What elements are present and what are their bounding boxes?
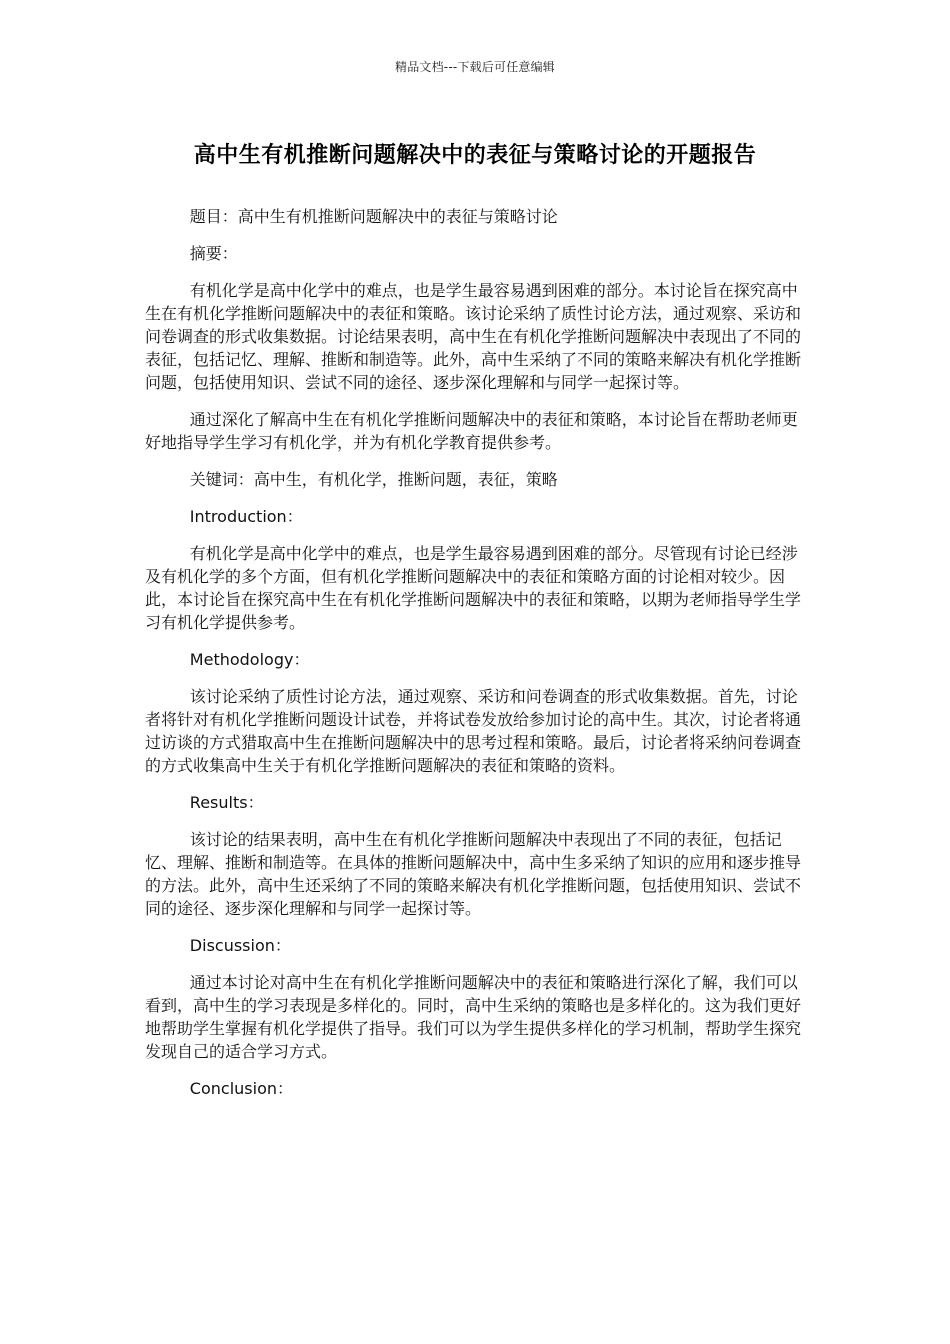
discussion-heading: Discussion： [189, 936, 291, 955]
introduction-paragraph: 有机化学是高中化学中的难点，也是学生最容易遇到困难的部分。尽管现有讨论已经涉及有机化学的多个方面，但有机化学推断问题解决中的表征和策略方面的讨论相对较少。因此，本讨论旨在探究高中生在有机化学推断问题解决中的表征和策略，以期为老师指导学生学习有机化学提供参考。 [145, 544, 802, 632]
keywords-line: 关键词：高中生，有机化学，推断问题，表征，策略 [189, 470, 558, 489]
results-paragraph: 该讨论的结果表明，高中生在有机化学推断问题解决中表现出了不同的表征，包括记忆、理解、推断和制造等。在具体的推断问题解决中，高中生多采纳了知识的应用和逐步推导的方法。此外，高中生还采纳了不同的策略来解决有机化学推断问题，包括使用知识、尝试不同的途径、逐步深化理解和与同学一起探讨等。 [145, 830, 802, 918]
abstract-paragraph-1: 有机化学是高中化学中的难点，也是学生最容易遇到困难的部分。本讨论旨在探究高中生在有机化学推断问题解决中的表征和策略。该讨论采纳了质性讨论方法，通过观察、采访和问卷调查的形式收集数据。讨论结果表明，高中生在有机化学推断问题解决中表现出了不同的表征，包括记忆、理解、推断和制造等。此外，高中生采纳了不同的策略来解决有机化学推断问题，包括使用知识、尝试不同的途径、逐步深化理解和与同学一起探讨等。 [145, 281, 802, 392]
results-heading: Results： [189, 793, 264, 812]
topic-line: 题目：高中生有机推断问题解决中的表征与策略讨论 [189, 207, 558, 226]
introduction-heading: Introduction： [189, 507, 303, 526]
abstract-label: 摘要： [189, 244, 238, 263]
document-title: 高中生有机推断问题解决中的表征与策略讨论的开题报告 [193, 143, 757, 168]
abstract-paragraph-2: 通过深化了解高中生在有机化学推断问题解决中的表征和策略，本讨论旨在帮助老师更好地指导学生学习有机化学，并为有机化学教育提供参考。 [145, 410, 798, 452]
discussion-paragraph: 通过本讨论对高中生在有机化学推断问题解决中的表征和策略进行深化了解，我们可以看到，高中生的学习表现是多样化的。同时，高中生采纳的策略也是多样化的。这为我们更好地帮助学生掌握有机化学提供了指导。我们可以为学生提供多样化的学习机制，帮助学生探究发现自己的适合学习方式。 [145, 973, 802, 1061]
methodology-paragraph: 该讨论采纳了质性讨论方法，通过观察、采访和问卷调查的形式收集数据。首先，讨论者将针对有机化学推断问题设计试卷，并将试卷发放给参加讨论的高中生。其次，讨论者将通过访谈的方式猎取高中生在推断问题解决中的思考过程和策略。最后，讨论者将采纳问卷调查的方式收集高中生关于有机化学推断问题解决的表征和策略的资料。 [145, 687, 802, 775]
page-header-note: 精品文档---下载后可任意编辑 [395, 60, 555, 74]
conclusion-heading: Conclusion： [189, 1079, 293, 1098]
document-body [145, 205, 809, 1114]
methodology-heading: Methodology： [189, 650, 310, 669]
